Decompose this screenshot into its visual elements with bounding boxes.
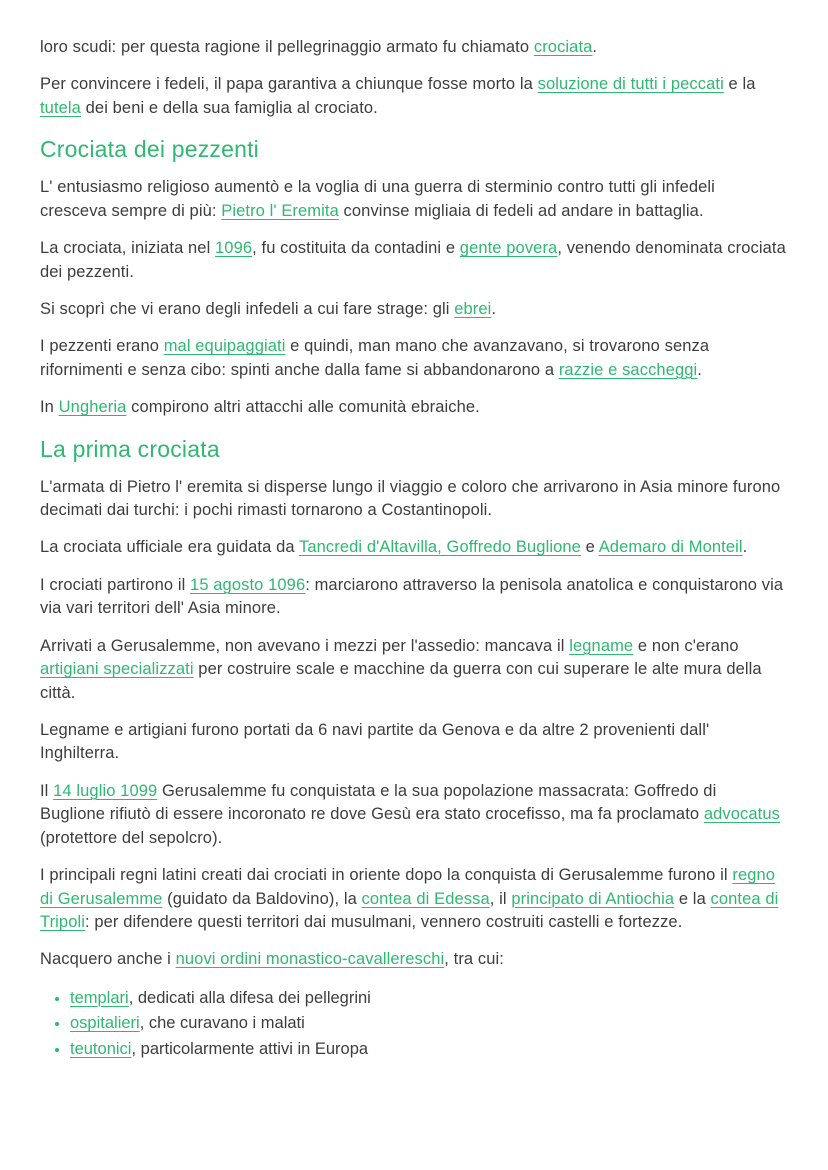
- text-segment: In: [40, 398, 59, 417]
- highlighted-term: 14 luglio 1099: [53, 781, 158, 800]
- paragraph: [40, 780, 786, 850]
- paragraph: [40, 635, 786, 705]
- text-segment: loro scudi: per questa ragione il pellegrinaggio armato fu chiamato: [40, 38, 534, 56]
- text-segment: e la: [674, 889, 711, 908]
- highlighted-term: Ademaro di Monteil: [598, 538, 743, 557]
- list-item: [70, 1011, 786, 1037]
- section-heading: Crociata dei pezzenti: [40, 136, 259, 163]
- highlighted-term: ebrei: [454, 299, 492, 318]
- text-segment: , fu costituita da contadini e: [252, 239, 460, 258]
- paragraph: [40, 36, 786, 59]
- text-segment: .: [491, 299, 497, 318]
- section-heading: La prima crociata: [40, 435, 220, 462]
- bullet-list: [70, 986, 786, 1063]
- highlighted-term: principato di Antiochia: [511, 889, 675, 908]
- text-segment: compirono altri attacchi alle comunità ebraiche.: [126, 398, 480, 417]
- highlighted-term: Ungheria: [58, 398, 127, 417]
- text-segment: La crociata ufficiale era guidata da: [40, 538, 300, 557]
- text-segment: I principali regni latini creati dai crociati in oriente dopo la conquista di Gerusalemme furono il: [40, 866, 733, 885]
- highlighted-term: tutela: [40, 98, 81, 117]
- highlighted-term: Tancredi d'Altavilla, Goffredo Buglione: [299, 538, 581, 557]
- text-segment: e la: [723, 75, 756, 94]
- highlighted-term: legname: [569, 636, 634, 655]
- text-segment: e quindi, man mano che avanzavano, si trovarono senza rifornimenti e senza cibo: spinti anche dalla fame si abbandonarono a: [40, 337, 710, 379]
- text-segment: e: [580, 538, 599, 557]
- paragraph: [40, 864, 786, 934]
- paragraph: [40, 574, 786, 621]
- highlighted-term: nuovi ordini monastico-cavallereschi: [175, 950, 445, 969]
- paragraph: [40, 476, 786, 523]
- paragraph: [40, 719, 786, 766]
- highlighted-term: teutonici: [70, 1039, 132, 1058]
- text-segment: Arrivati a Gerusalemme, non avevano i mezzi per l'assedio: mancava il: [40, 636, 570, 655]
- text-segment: Per convincere i fedeli, il papa garantiva a chiunque fosse morto la: [40, 75, 538, 94]
- highlighted-term: mal equipaggiati: [163, 337, 286, 356]
- highlighted-term: templari: [70, 988, 129, 1007]
- text-segment: I pezzenti erano: [40, 337, 164, 356]
- text-segment: convinse migliaia di fedeli ad andare in battaglia.: [338, 201, 704, 220]
- text-segment: .: [697, 360, 702, 379]
- text-segment: .: [592, 38, 598, 56]
- text-segment: , venendo denominata crociata dei pezzenti.: [40, 239, 786, 281]
- highlighted-term: contea di Tripoli: [40, 889, 779, 931]
- paragraph: [40, 536, 786, 559]
- text-segment: L'armata di Pietro l' eremita si disperse lungo il viaggio e coloro che arrivarono in Asia minore furono decimati dai turchi: i pochi rimasti tornarono a Costantinopoli.: [40, 477, 781, 520]
- text-segment: La crociata, iniziata nel: [40, 239, 216, 258]
- text-segment: Legname e artigiani furono portati da 6 navi partite da Genova e da altre 2 provenienti dall' Inghilterra.: [40, 721, 710, 763]
- highlighted-term: regno di Gerusalemme: [40, 866, 776, 908]
- highlighted-term: razzie e saccheggi: [558, 360, 698, 379]
- paragraph: [40, 335, 786, 382]
- highlighted-term: advocatus: [703, 805, 780, 824]
- highlighted-term: artigiani specializzati: [40, 660, 194, 679]
- text-segment: : marciarono attraverso la penisola anatolica e conquistarono via via vari territori dell' Asia minore.: [40, 575, 784, 618]
- text-segment: , il: [489, 889, 512, 908]
- text-segment: , tra cui:: [444, 950, 504, 969]
- paragraph: [40, 176, 786, 223]
- paragraph: [40, 298, 786, 321]
- text-segment: dei beni e della sua famiglia al crociato.: [80, 98, 378, 117]
- highlighted-term: 1096: [215, 239, 253, 258]
- text-segment: Il: [40, 781, 54, 800]
- text-segment: , particolarmente attivi in Europa: [131, 1039, 369, 1058]
- paragraph: [40, 73, 786, 120]
- list-item: [70, 986, 786, 1012]
- paragraph: [40, 948, 786, 971]
- text-segment: .: [742, 538, 748, 557]
- text-segment: : per difendere questi territori dai musulmani, vennero costruiti castelli e fortezze.: [85, 912, 683, 931]
- text-segment: L' entusiasmo religioso aumentò e la voglia di una guerra di sterminio contro tutti gli infedeli cresceva sempre di più:: [40, 178, 715, 220]
- highlighted-term: 15 agosto 1096: [190, 575, 306, 594]
- list-item: [70, 1037, 786, 1063]
- highlighted-term: gente povera: [459, 239, 558, 258]
- highlighted-term: contea di Edessa: [361, 889, 490, 908]
- highlighted-term: crociata: [533, 38, 593, 56]
- text-segment: , che curavano i malati: [139, 1014, 305, 1033]
- text-segment: Gerusalemme fu conquistata e la sua popolazione massacrata: Goffredo di Buglione rifiutò di essere incoronato re dove Gesù era stato crocefisso, ma fa proclamato: [40, 781, 717, 824]
- paragraph: [40, 237, 786, 284]
- highlighted-term: Pietro l' Eremita: [221, 201, 339, 220]
- text-segment: Nacquero anche i: [40, 950, 176, 969]
- paragraph: [40, 396, 786, 419]
- text-segment: Si scoprì che vi erano degli infedeli a cui fare strage: gli: [40, 299, 455, 318]
- text-segment: (guidato da Baldovino), la: [162, 889, 362, 908]
- text-segment: I crociati partirono il: [40, 575, 191, 594]
- text-segment: e non c'erano: [633, 636, 739, 655]
- highlighted-term: ospitalieri: [70, 1014, 140, 1033]
- highlighted-term: soluzione di tutti i peccati: [537, 75, 724, 94]
- text-segment: , dedicati alla difesa dei pellegrini: [128, 988, 371, 1007]
- text-segment: (protettore del sepolcro).: [40, 828, 223, 847]
- text-segment: per costruire scale e macchine da guerra con cui superare le alte mura della città.: [40, 660, 762, 702]
